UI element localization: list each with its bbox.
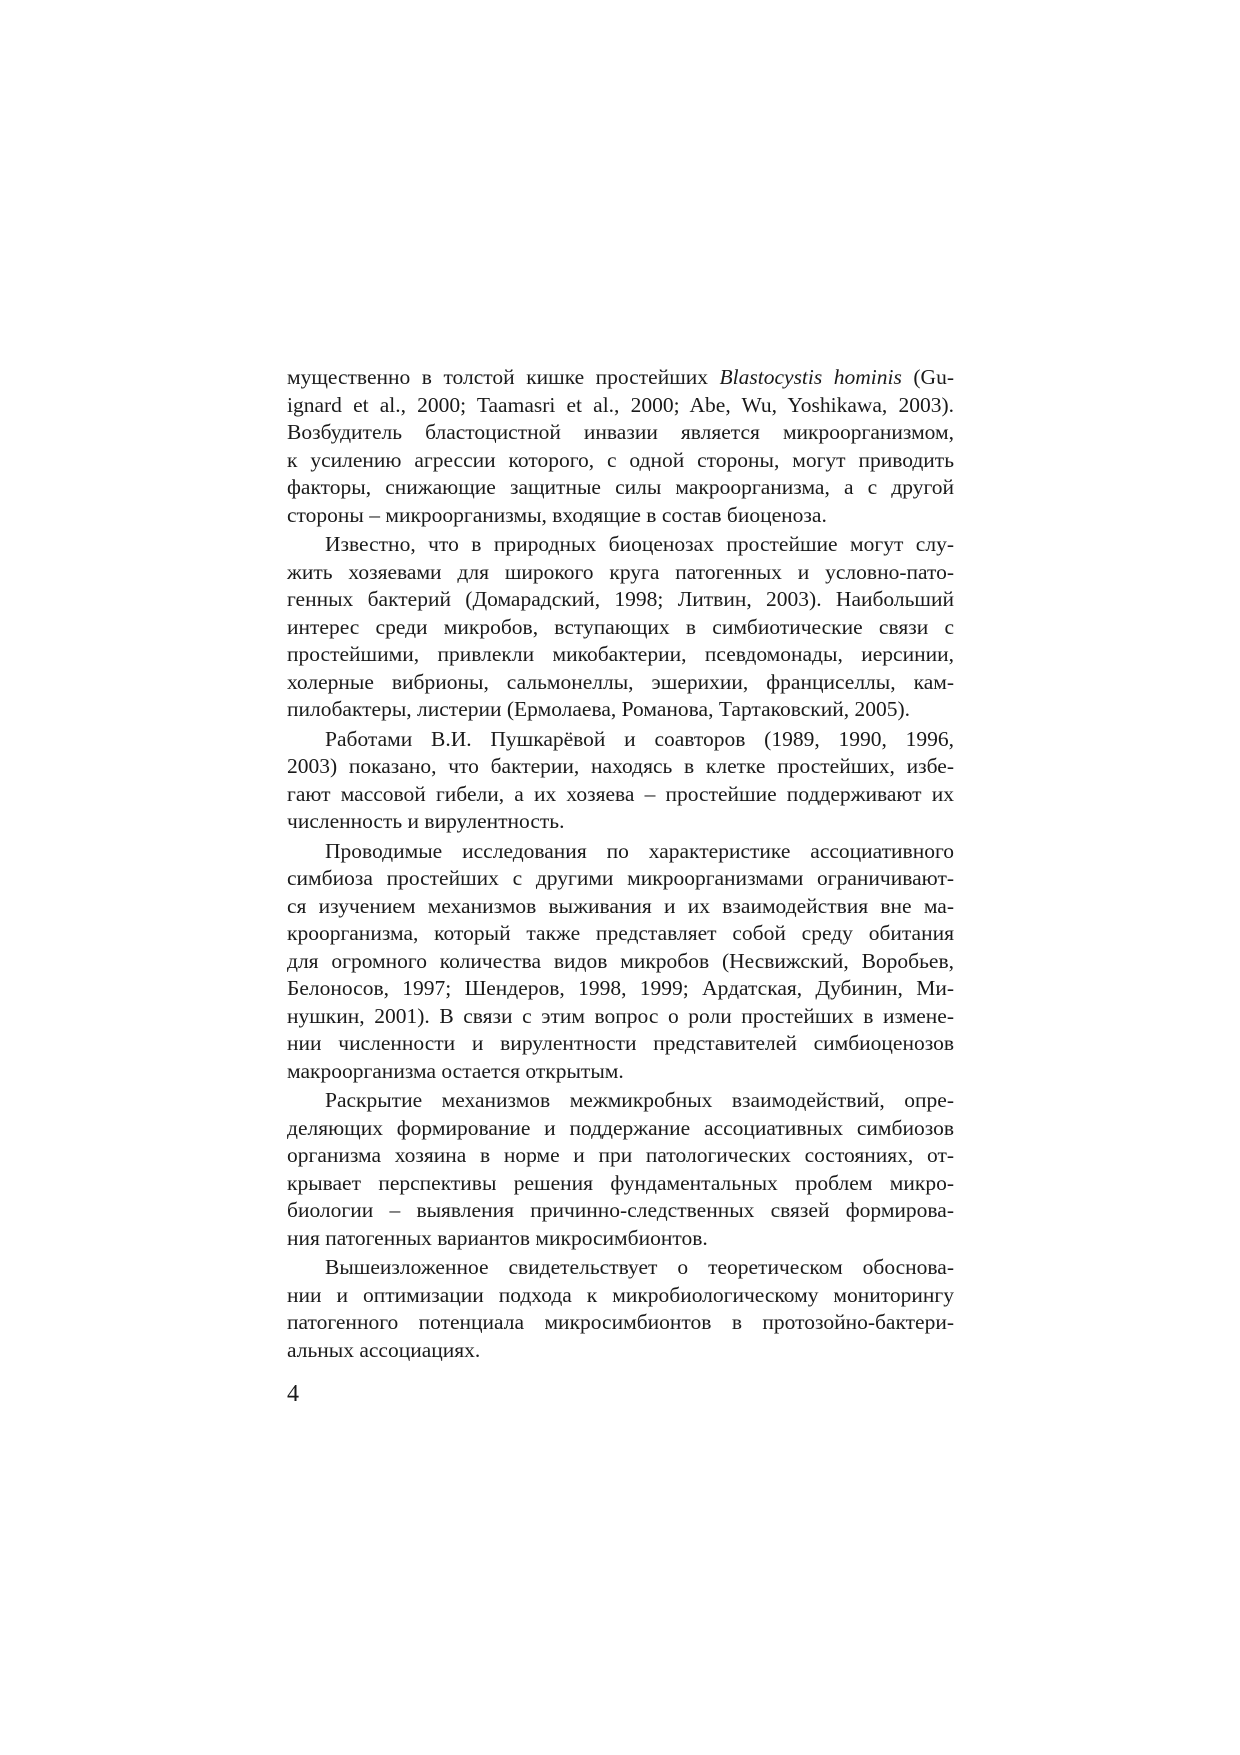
text-line: холерные вибрионы, сальмонеллы, эшерихии, франциселлы, кам-: [287, 669, 954, 694]
text-line: гают массовой гибели, а их хозяева – простейшие поддерживают их: [287, 781, 954, 806]
text-fragment: мущественно в толстой кишке простейших: [287, 365, 720, 389]
text-line: нушкин, 2001). В связи с этим вопрос о роли простейших в измене-: [287, 1003, 954, 1028]
text-line: биологии – выявления причинно-следственных связей формирова-: [287, 1198, 954, 1222]
text-line: генных бактерий (Домарадский, 1998; Литвин, 2003). Наибольший: [287, 587, 954, 611]
text-line: деляющих формирование и поддержание ассоциативных симбиозов: [287, 1115, 954, 1140]
paragraph: [287, 1254, 954, 1364]
text-line: [287, 364, 954, 392]
text-line: жить хозяевами для широкого круга патогенных и условно-пато-: [287, 559, 954, 584]
text-line: симбиоза простейших с другими микроорганизмами ограничивают-: [287, 866, 954, 890]
text-line: организма хозяина в норме и при патологических состояниях, от-: [287, 1143, 954, 1167]
text-line: Вышеизложенное свидетельствует о теоретическом обоснова-: [325, 1255, 954, 1279]
page-number: 4: [287, 1381, 299, 1407]
text-line: макроорганизма остается открытым.: [287, 1058, 624, 1083]
paragraph: [287, 726, 954, 836]
paragraph: [287, 838, 954, 1086]
text-line: Проводимые исследования по характеристике ассоциативного: [325, 838, 954, 863]
species-name: Blastocystis hominis: [719, 365, 902, 389]
text-line: пилобактеры, листерии (Ермолаева, Романова, Тартаковский, 2005).: [287, 697, 911, 721]
text-line: стороны – микроорганизмы, входящие в состав биоценоза.: [287, 502, 827, 527]
text-line: Работами В.И. Пушкарёвой и соавторов (1989, 1990, 1996,: [325, 726, 954, 751]
text-line: для огромного количества видов микробов (Несвижский, Воробьев,: [287, 948, 954, 973]
text-line: кроорганизма, который также представляет собой среду обитания: [287, 921, 954, 945]
text-line: Раскрытие механизмов межмикробных взаимодействий, опре-: [325, 1088, 954, 1112]
text-line: ignard et al., 2000; Taamasri et al., 2000; Abe, Wu, Yoshikawa, 2003).: [287, 392, 954, 417]
text-line: Известно, что в природных биоценозах простейшие могут слу-: [325, 532, 954, 556]
text-line: крывает перспективы решения фундаментальных проблем микро-: [287, 1170, 954, 1195]
text-line: нии численности и вирулентности представителей симбиоценозов: [287, 1031, 954, 1055]
text-line: факторы, снижающие защитные силы макроорганизма, а с другой: [287, 475, 954, 499]
text-line: к усилению агрессии которого, с одной стороны, могут приводить: [287, 447, 954, 472]
paragraph: [287, 531, 954, 724]
text-line: патогенного потенциала микросимбионтов в протозойно-бактери-: [287, 1310, 954, 1334]
body-text: [287, 364, 954, 1366]
paragraph: [287, 364, 954, 529]
text-line: интерес среди микробов, вступающих в симбиотические связи с: [287, 614, 954, 639]
text-line: нии и оптимизации подхода к микробиологическому мониторингу: [287, 1282, 954, 1307]
text-line: ния патогенных вариантов микросимбионтов.: [287, 1225, 708, 1250]
paragraph: [287, 1087, 954, 1252]
text-line: Белоносов, 1997; Шендеров, 1998, 1999; Ардатская, Дубинин, Ми-: [287, 976, 954, 1000]
text-line: альных ассоциациях.: [287, 1337, 481, 1362]
text-line: Возбудитель бластоцистной инвазии является микроорганизмом,: [287, 420, 954, 444]
text-line: 2003) показано, что бактерии, находясь в клетке простейших, избе-: [287, 754, 954, 778]
text-fragment: (Gu-: [901, 365, 954, 389]
text-line: ся изучением механизмов выживания и их взаимодействия вне ма-: [287, 893, 954, 918]
text-line: простейшими, привлекли микобактерии, псевдомонады, иерсинии,: [287, 642, 954, 666]
text-line: численность и вирулентность.: [287, 809, 565, 833]
